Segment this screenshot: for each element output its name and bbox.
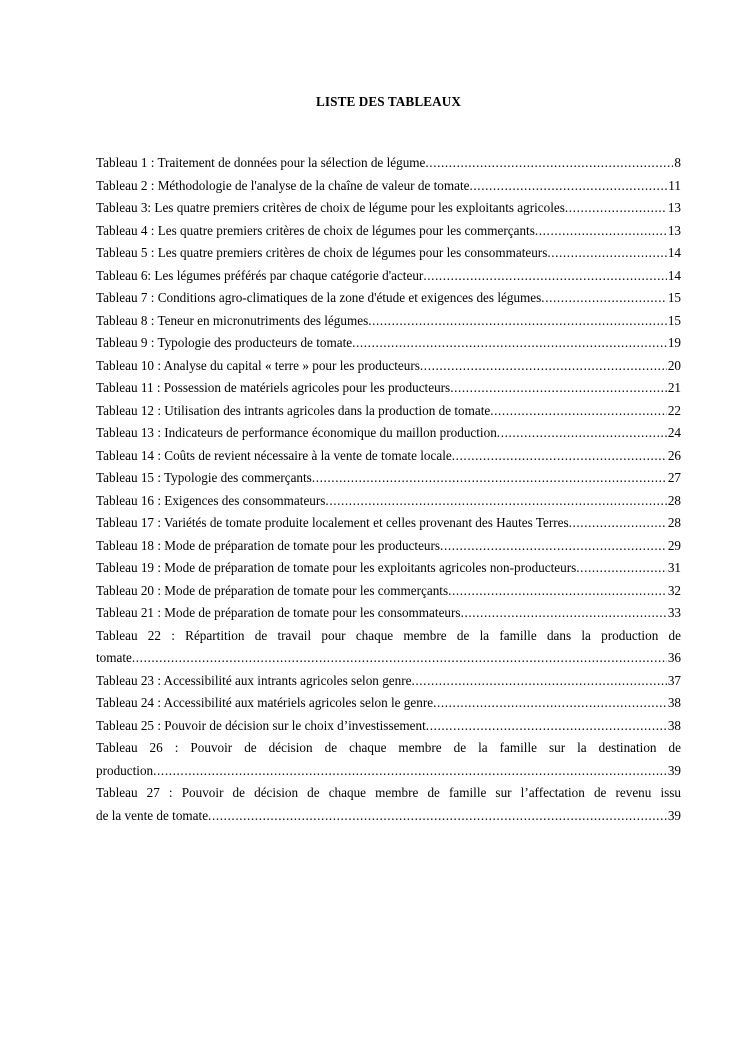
entry-label: Tableau 21 : Mode de préparation de tomate pour les consommateurs [96, 605, 461, 620]
toc-entry-20[interactable] [96, 580, 681, 603]
entry-label: Tableau 16 : Exigences des consommateurs [96, 492, 326, 508]
entry-label: Tableau 5 : Les quatre premiers critères de choix de légumes pour les consommateurs [96, 245, 548, 260]
entry-page: 36 [667, 650, 681, 665]
toc-entry-22-line1[interactable] [96, 625, 681, 648]
toc-entry-14[interactable] [96, 445, 681, 468]
entry-label: Tableau 26 : Pouvoir de décision de chaque membre de la famille sur la destination de [96, 740, 681, 755]
toc-entry-6[interactable] [96, 265, 681, 288]
entry-label: Tableau 12 : Utilisation des intrants agricoles dans la production de tomate [96, 402, 491, 418]
entry-page: 13 [667, 222, 681, 238]
page-title: LISTE DES TABLEAUX [316, 94, 461, 109]
entry-page: 15 [667, 312, 681, 328]
entry-page: 39 [667, 762, 681, 778]
entry-label: Tableau 6: Les légumes préférés par chaque catégorie d'acteur [96, 267, 424, 283]
entry-label: Tableau 27 : Pouvoir de décision de chaque membre de famille sur l’affectation de revenu issu [96, 785, 681, 800]
entry-label: Tableau 13 : Indicateurs de performance économique du maillon production [96, 425, 497, 440]
entry-label: Tableau 3: Les quatre premiers critères de choix de légume pour les exploitants agricoles [96, 200, 565, 215]
toc-entry-24[interactable] [96, 692, 681, 715]
entry-page: 28 [667, 492, 681, 508]
entry-label: Tableau 25 : Pouvoir de décision sur le choix d’investissement [96, 717, 426, 733]
entry-page: 22 [667, 402, 681, 418]
entry-page: 33 [667, 605, 681, 620]
toc-entry-17[interactable] [96, 512, 681, 535]
toc-entry-7[interactable] [96, 287, 681, 310]
entry-label-continued: de la vente de tomate [96, 807, 209, 823]
entry-page: 20 [667, 357, 681, 373]
toc-entry-18[interactable] [96, 535, 681, 558]
table-list [96, 152, 681, 827]
toc-entry-12[interactable] [96, 400, 681, 423]
entry-page: 24 [667, 425, 681, 440]
entry-label: Tableau 18 : Mode de préparation de tomate pour les producteurs [96, 537, 441, 553]
entry-label: Tableau 19 : Mode de préparation de tomate pour les exploitants agricoles non-producteurs [96, 560, 577, 575]
entry-page: 11 [668, 177, 681, 193]
entry-page: 13 [667, 200, 681, 215]
entry-label: Tableau 10 : Analyse du capital « terre » pour les producteurs [96, 357, 420, 373]
entry-page: 37 [667, 672, 681, 688]
toc-entry-13[interactable] [96, 422, 681, 445]
entry-page: 28 [667, 515, 681, 530]
entry-label-continued: tomate [96, 650, 132, 665]
entry-page: 27 [667, 470, 681, 485]
entry-label: Tableau 8 : Teneur en micronutriments des légumes [96, 312, 369, 328]
entry-label: Tableau 17 : Variétés de tomate produite localement et celles provenant des Hautes Terres [96, 515, 569, 530]
entry-page: 15 [667, 290, 681, 305]
toc-entry-19[interactable] [96, 557, 681, 580]
entry-page: 38 [667, 717, 681, 733]
entry-label: Tableau 2 : Méthodologie de l'analyse de la chaîne de valeur de tomate [96, 177, 470, 193]
toc-entry-16[interactable] [96, 490, 681, 513]
entry-page: 26 [667, 447, 681, 463]
entry-page: 14 [667, 267, 681, 283]
entry-page: 38 [667, 695, 681, 710]
toc-entry-9[interactable] [96, 332, 681, 355]
entry-page: 39 [667, 807, 681, 823]
entry-page: 21 [667, 380, 681, 395]
toc-entry-26-line1[interactable] [96, 737, 681, 760]
entry-label: Tableau 23 : Accessibilité aux intrants agricoles selon genre [96, 672, 412, 688]
toc-entry-2[interactable] [96, 175, 681, 198]
toc-entry-1[interactable] [96, 152, 681, 175]
entry-page: 32 [667, 582, 681, 598]
entry-page: 29 [667, 537, 681, 553]
entry-label: Tableau 9 : Typologie des producteurs de tomate [96, 335, 353, 350]
entry-label: Tableau 11 : Possession de matériels agricoles pour les producteurs [96, 380, 451, 395]
entry-page: 8 [674, 155, 681, 170]
toc-entry-23[interactable] [96, 670, 681, 693]
toc-entry-4[interactable] [96, 220, 681, 243]
entry-label: Tableau 24 : Accessibilité aux matériels agricoles selon le genre [96, 695, 434, 710]
entry-label: Tableau 22 : Répartition de travail pour chaque membre de la famille dans la production de [96, 627, 681, 643]
entry-label: Tableau 15 : Typologie des commerçants [96, 470, 312, 485]
entry-page: 31 [667, 560, 681, 575]
entry-page: 19 [667, 335, 681, 350]
toc-entry-27-line1[interactable] [96, 782, 681, 805]
entry-page: 14 [667, 245, 681, 260]
entry-label: Tableau 1 : Traitement de données pour la sélection de légume [96, 155, 426, 170]
toc-entry-10[interactable] [96, 355, 681, 378]
entry-label: Tableau 20 : Mode de préparation de tomate pour les commerçants [96, 582, 449, 598]
entry-label: Tableau 14 : Coûts de revient nécessaire à la vente de tomate locale [96, 447, 452, 463]
toc-entry-8[interactable] [96, 310, 681, 333]
toc-entry-22-line2[interactable] [96, 647, 681, 670]
toc-entry-15[interactable] [96, 467, 681, 490]
toc-entry-3[interactable] [96, 197, 681, 220]
entry-label: Tableau 4 : Les quatre premiers critères de choix de légumes pour les commerçants [96, 222, 535, 238]
entry-label: Tableau 7 : Conditions agro-climatiques de la zone d'étude et exigences des légumes [96, 290, 542, 305]
toc-entry-25[interactable] [96, 715, 681, 738]
toc-entry-27-line2[interactable] [96, 805, 681, 828]
entry-label-continued: production [96, 762, 154, 778]
toc-entry-5[interactable] [96, 242, 681, 265]
toc-entry-21[interactable] [96, 602, 681, 625]
toc-entry-11[interactable] [96, 377, 681, 400]
toc-entry-26-line2[interactable] [96, 760, 681, 783]
